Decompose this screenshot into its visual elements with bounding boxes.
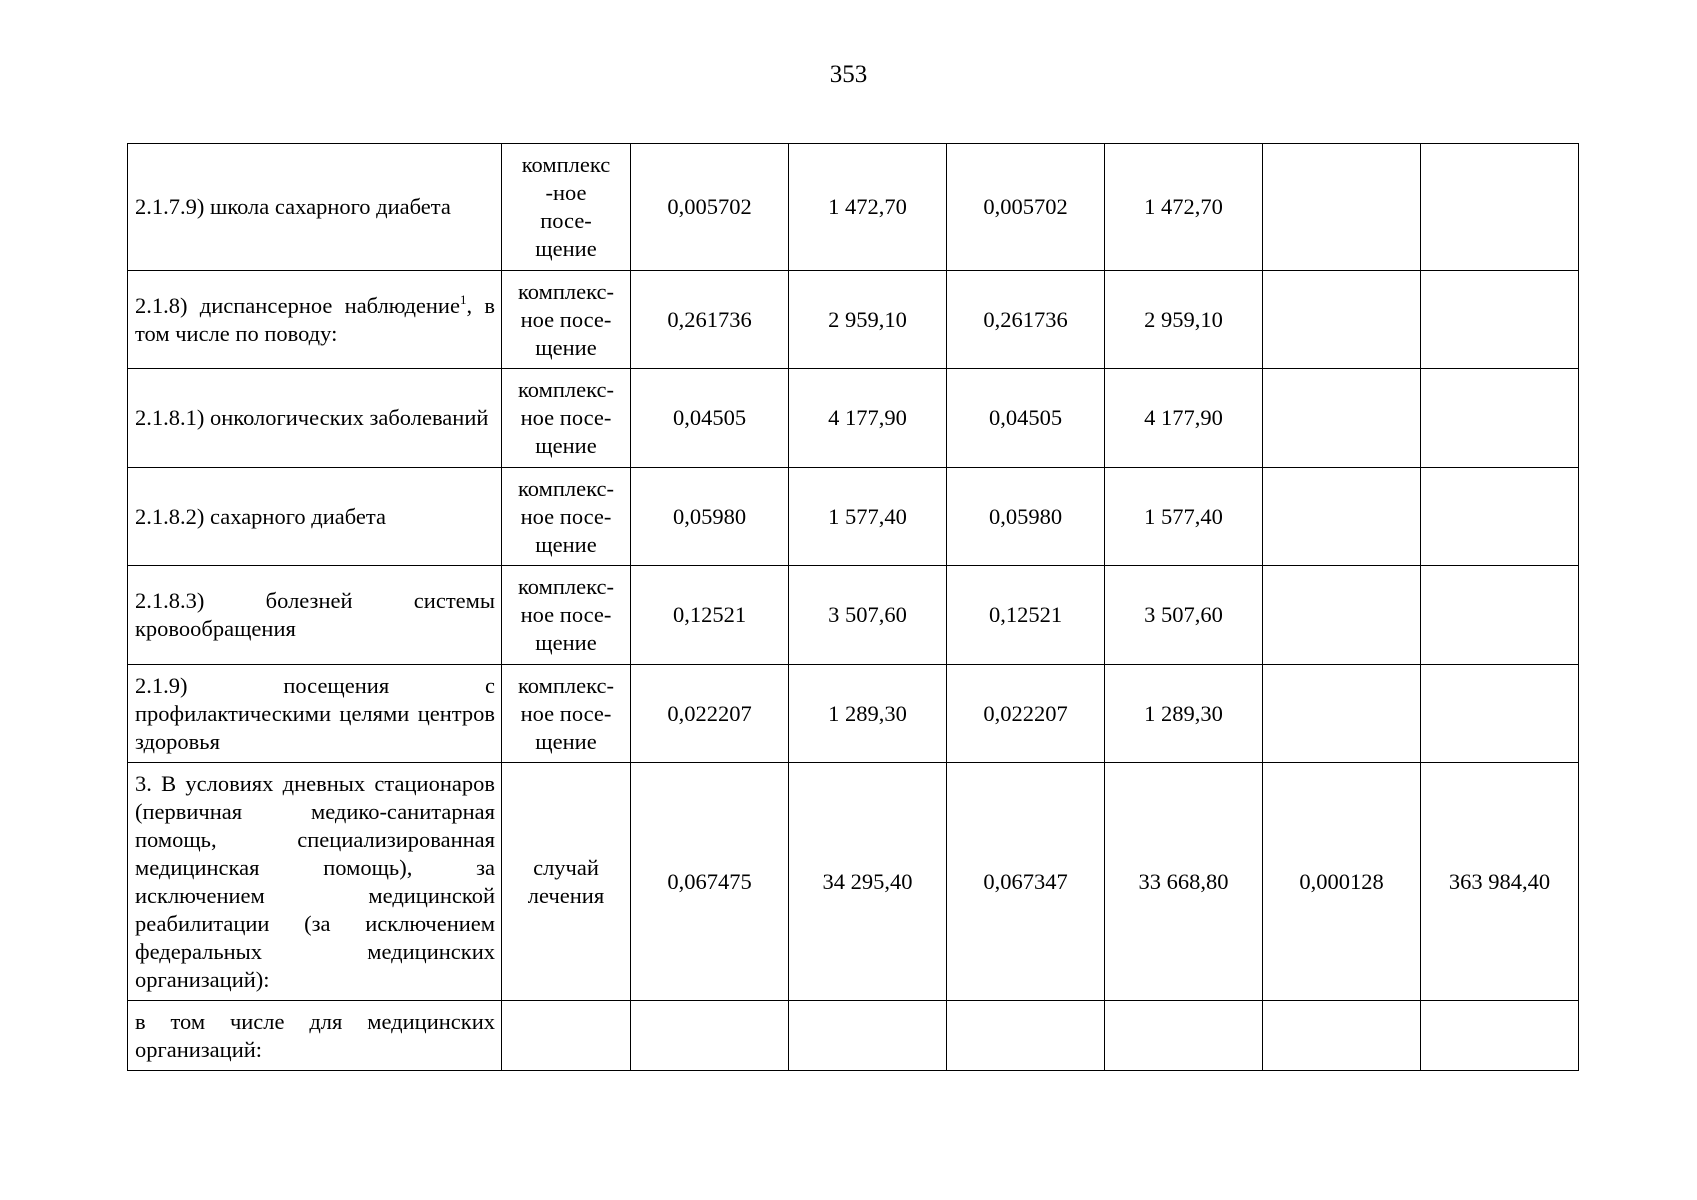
value-cell <box>1421 665 1579 763</box>
value-cell: 2 959,10 <box>789 271 947 369</box>
row-name-cell: 2.1.9) посещения с профилактическими целями центров здоровья <box>128 665 502 763</box>
value-cell <box>1263 271 1421 369</box>
unit-cell: комплекс-ное посе-щение <box>502 271 631 369</box>
value-cell: 1 289,30 <box>789 665 947 763</box>
footnote-mark: 1 <box>459 291 467 307</box>
value-cell: 363 984,40 <box>1421 763 1579 1001</box>
value-cell: 1 289,30 <box>1105 665 1263 763</box>
value-cell <box>1421 144 1579 271</box>
value-cell: 0,04505 <box>947 369 1105 468</box>
value-cell: 4 177,90 <box>1105 369 1263 468</box>
table-row <box>128 665 1579 763</box>
unit-cell: случай лечения <box>502 763 631 1001</box>
unit-cell: комплекс-ное посе-щение <box>502 468 631 566</box>
value-cell <box>1421 1001 1579 1071</box>
value-cell: 0,261736 <box>631 271 789 369</box>
value-cell: 1 577,40 <box>789 468 947 566</box>
value-cell: 0,05980 <box>947 468 1105 566</box>
value-cell: 0,12521 <box>631 566 789 665</box>
value-cell <box>1263 1001 1421 1071</box>
value-cell: 2 959,10 <box>1105 271 1263 369</box>
table-row <box>128 468 1579 566</box>
unit-cell <box>502 1001 631 1071</box>
value-cell: 4 177,90 <box>789 369 947 468</box>
value-cell <box>631 1001 789 1071</box>
value-cell: 0,000128 <box>1263 763 1421 1001</box>
unit-cell: комплекс-ное посе-щение <box>502 665 631 763</box>
value-cell: 0,005702 <box>631 144 789 271</box>
page-number: 353 <box>829 61 868 88</box>
value-cell: 33 668,80 <box>1105 763 1263 1001</box>
row-name-cell: 2.1.8) диспансерное наблюдение$^1$, в том числе по поводу: <box>128 271 502 369</box>
row-name-cell: 2.1.8.1) онкологических заболеваний <box>128 369 502 468</box>
value-cell <box>1263 369 1421 468</box>
value-cell: 0,005702 <box>947 144 1105 271</box>
value-cell <box>1263 665 1421 763</box>
table-row <box>128 369 1579 468</box>
value-cell <box>1421 468 1579 566</box>
value-cell: 3 507,60 <box>1105 566 1263 665</box>
table-row <box>128 763 1579 1001</box>
value-cell: 0,067475 <box>631 763 789 1001</box>
table-row <box>128 1001 1579 1071</box>
value-cell <box>1421 271 1579 369</box>
unit-cell: комплекс-ное посе-щение <box>502 566 631 665</box>
value-cell: 34 295,40 <box>789 763 947 1001</box>
value-cell: 0,261736 <box>947 271 1105 369</box>
value-cell <box>789 1001 947 1071</box>
row-name-cell: 2.1.8.2) сахарного диабета <box>128 468 502 566</box>
value-cell <box>1263 566 1421 665</box>
value-cell <box>1263 468 1421 566</box>
table-row <box>128 566 1579 665</box>
value-cell <box>1421 566 1579 665</box>
value-cell: 0,022207 <box>947 665 1105 763</box>
value-cell: 3 507,60 <box>789 566 947 665</box>
unit-cell: комплекс-ное посе-щение <box>502 369 631 468</box>
value-cell: 1 577,40 <box>1105 468 1263 566</box>
value-cell <box>947 1001 1105 1071</box>
value-cell: 0,12521 <box>947 566 1105 665</box>
unit-cell: комплекс-ное посе-щение <box>502 144 631 271</box>
table-row <box>128 144 1579 271</box>
value-cell: 1 472,70 <box>1105 144 1263 271</box>
value-cell: 0,067347 <box>947 763 1105 1001</box>
table-row <box>128 271 1579 369</box>
row-name-cell: 2.1.8.3) болезней системы кровообращения <box>128 566 502 665</box>
value-cell: 0,05980 <box>631 468 789 566</box>
row-name-cell: в том числе для медицинских организаций: <box>128 1001 502 1071</box>
value-cell <box>1421 369 1579 468</box>
value-cell <box>1263 144 1421 271</box>
row-name-cell: 3. В условиях дневных стационаров (первичная медико-санитарная помощь, специализированная медицинская помощь), за исключением медицинской реабилитации (за исключением федеральных медицинских организаций): <box>128 763 502 1001</box>
row-name-cell: 2.1.7.9) школа сахарного диабета <box>128 144 502 271</box>
value-cell: 1 472,70 <box>789 144 947 271</box>
value-cell: 0,022207 <box>631 665 789 763</box>
value-cell <box>1105 1001 1263 1071</box>
data-table <box>127 143 1579 1071</box>
value-cell: 0,04505 <box>631 369 789 468</box>
